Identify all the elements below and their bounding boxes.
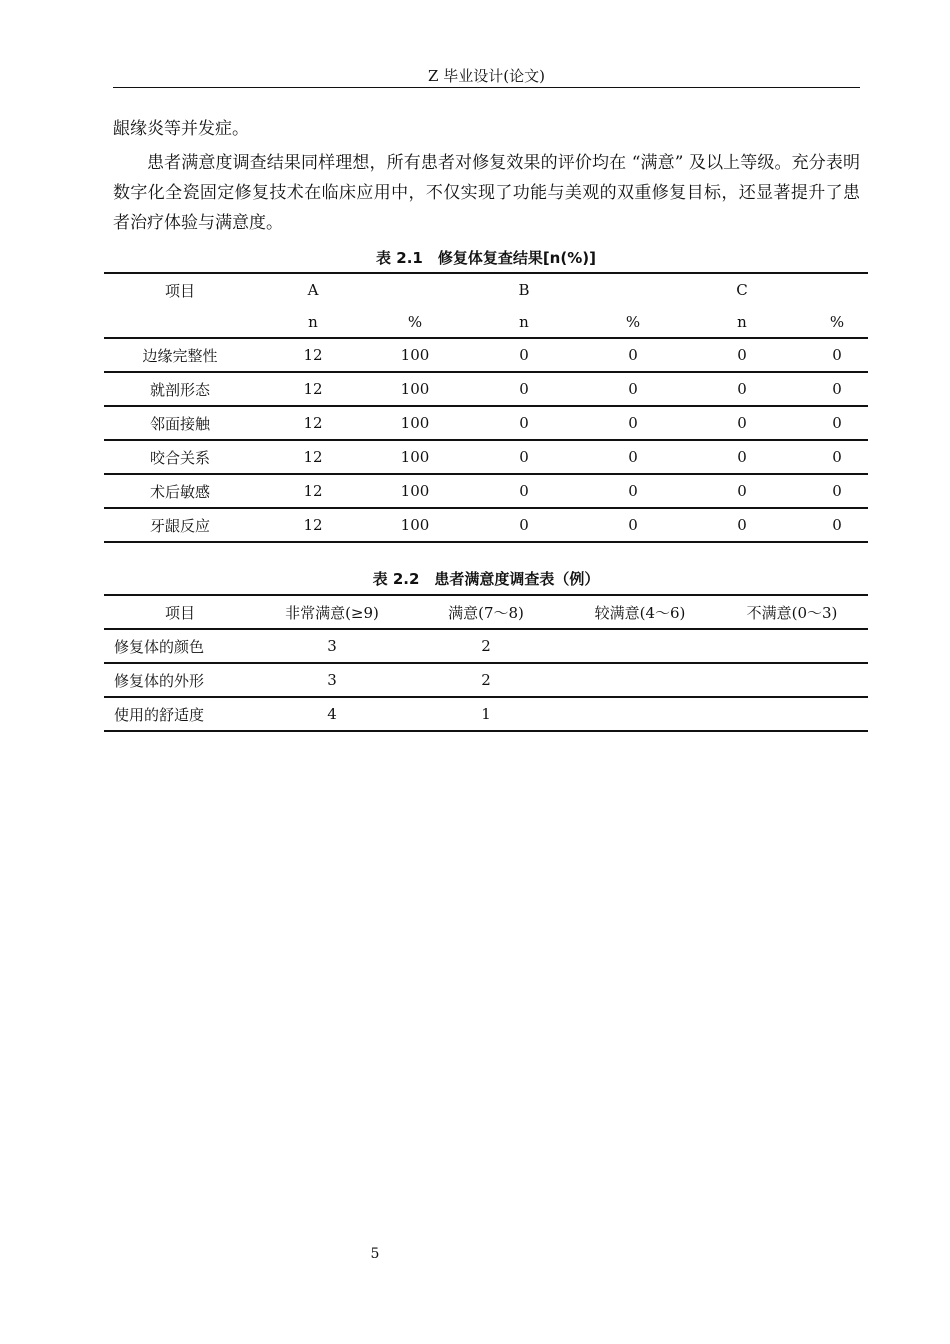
- cell: 0: [588, 474, 678, 508]
- cell: 100: [370, 440, 460, 474]
- table1-sub-cell: n: [308, 312, 318, 331]
- cell: 100: [370, 474, 460, 508]
- table2-caption: 表 2.2 患者满意度调查表（例）: [372, 570, 600, 588]
- table-row: [104, 629, 868, 663]
- cell: 0: [678, 406, 806, 440]
- cell: 4: [256, 697, 408, 731]
- cell: 0: [806, 406, 868, 440]
- running-header: Z 毕业设计(论文): [428, 67, 545, 85]
- cell: 2: [408, 663, 564, 697]
- page-number: 5: [370, 1246, 380, 1262]
- cell: 0: [806, 508, 868, 542]
- table-row: [104, 697, 868, 731]
- cell: 1: [408, 697, 564, 731]
- cell: 0: [460, 508, 588, 542]
- cell: 0: [588, 338, 678, 372]
- table1-group-a: A: [307, 281, 319, 299]
- cell: 0: [588, 440, 678, 474]
- cell: 0: [806, 338, 868, 372]
- row-label: 修复体的颜色: [104, 629, 256, 663]
- cell: 0: [678, 372, 806, 406]
- table2-header: [104, 595, 868, 629]
- table1-group-b: B: [518, 281, 530, 299]
- row-label: 牙龈反应: [104, 508, 256, 542]
- row-label: 边缘完整性: [104, 338, 256, 372]
- row-label: 修复体的外形: [104, 663, 256, 697]
- table1-sub-cell: %: [829, 312, 845, 331]
- table-row: [104, 406, 868, 440]
- cell: 0: [806, 474, 868, 508]
- cell: 0: [678, 338, 806, 372]
- paragraph-satisfaction: 患者满意度调查结果同样理想，所有患者对修复效果的评价均在 “满意” 及以上等级。充分表明数字化全瓷固定修复技术在临床应用中，不仅实现了功能与美观的双重修复目标，还显著提升了患者治疗体验与满意度。: [113, 153, 860, 233]
- row-label: 使用的舒适度: [104, 697, 256, 731]
- cell: 0: [678, 474, 806, 508]
- table1-sub-cell: n: [519, 312, 529, 331]
- table1-group-c: C: [736, 281, 748, 299]
- paragraph-continuation: 龈缘炎等并发症。: [113, 119, 249, 139]
- cell: 3: [256, 629, 408, 663]
- cell: 0: [678, 508, 806, 542]
- row-label: 咬合关系: [104, 440, 256, 474]
- cell: 0: [678, 440, 806, 474]
- cell: 0: [806, 372, 868, 406]
- cell: 12: [256, 474, 370, 508]
- cell: [564, 663, 716, 697]
- cell: [716, 697, 868, 731]
- cell: 12: [256, 440, 370, 474]
- table-row: [104, 338, 868, 372]
- cell: [716, 663, 868, 697]
- table1-sub-cell: %: [407, 312, 423, 331]
- row-label: 术后敏感: [104, 474, 256, 508]
- table1-sub-cell: n: [737, 312, 747, 331]
- patient-satisfaction-table: [104, 594, 868, 732]
- cell: 0: [588, 372, 678, 406]
- restoration-review-table: [104, 272, 868, 543]
- cell: 0: [806, 440, 868, 474]
- cell: 0: [460, 474, 588, 508]
- row-label: 邻面接触: [104, 406, 256, 440]
- table1-caption: 表 2.1 修复体复查结果[n(%)]: [376, 249, 596, 267]
- cell: 12: [256, 372, 370, 406]
- cell: 0: [588, 508, 678, 542]
- cell: 0: [460, 372, 588, 406]
- table1-group-header: [104, 273, 868, 306]
- cell: 100: [370, 338, 460, 372]
- cell: [564, 629, 716, 663]
- cell: 3: [256, 663, 408, 697]
- table2-head-item: 项目: [164, 603, 195, 622]
- table-row: [104, 474, 868, 508]
- table1-head-item: 项目: [164, 281, 195, 300]
- cell: [564, 697, 716, 731]
- cell: [716, 629, 868, 663]
- table-row: [104, 440, 868, 474]
- header-rule: [113, 87, 860, 88]
- cell: 0: [588, 406, 678, 440]
- cell: 100: [370, 508, 460, 542]
- cell: 0: [460, 406, 588, 440]
- cell: 0: [460, 440, 588, 474]
- table2-head-unsatisfied: 不满意(0～3): [746, 603, 838, 622]
- table-row: [104, 372, 868, 406]
- table2-head-satisfied: 满意(7～8): [448, 603, 524, 622]
- table2-head-very-satisfied: 非常满意(≥9): [285, 603, 379, 622]
- cell: 100: [370, 406, 460, 440]
- table2-head-fairly-satisfied: 较满意(4～6): [594, 603, 686, 622]
- table1-sub-cell: %: [625, 312, 641, 331]
- table-row: [104, 508, 868, 542]
- cell: 12: [256, 508, 370, 542]
- table1-sub-header: [104, 306, 868, 338]
- cell: 0: [460, 338, 588, 372]
- row-label: 就剖形态: [104, 372, 256, 406]
- cell: 12: [256, 338, 370, 372]
- cell: 2: [408, 629, 564, 663]
- cell: 12: [256, 406, 370, 440]
- cell: 100: [370, 372, 460, 406]
- table-row: [104, 663, 868, 697]
